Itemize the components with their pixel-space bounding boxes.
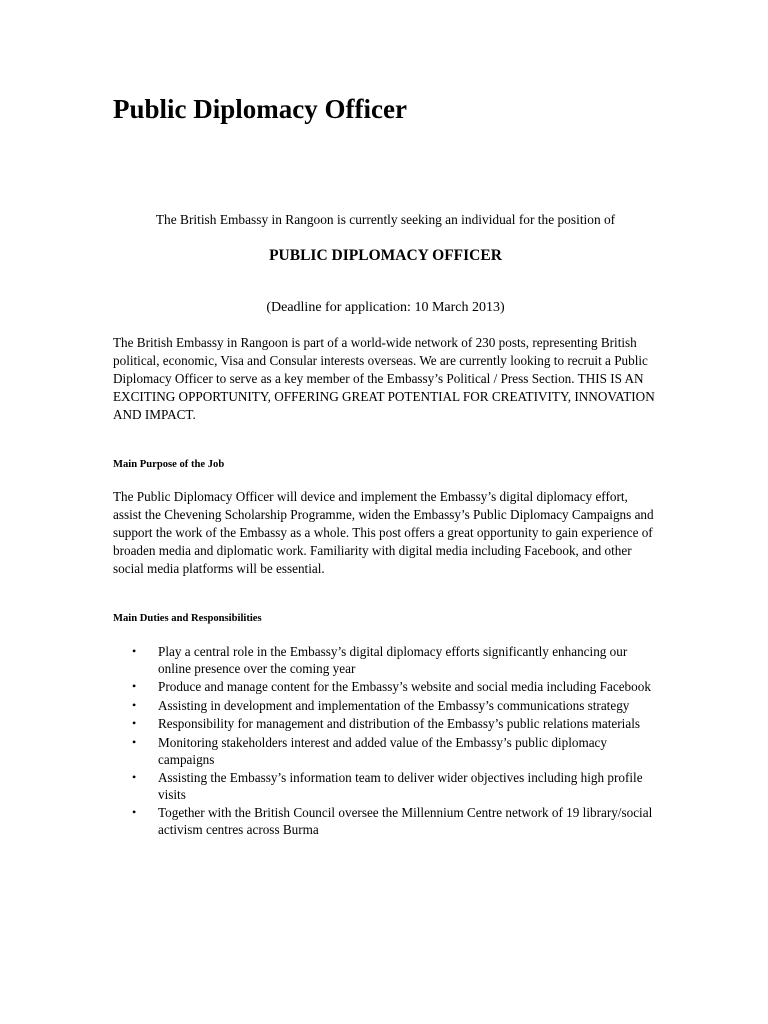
list-item: [113, 769, 658, 803]
bullet-icon: •: [132, 697, 137, 712]
bullet-icon: •: [132, 679, 137, 694]
section-heading-duties: Main Duties and Responsibilities: [113, 613, 262, 624]
deadline-text: (Deadline for application: 10 March 2013): [266, 300, 505, 315]
list-item: [113, 697, 658, 714]
list-item-text: Assisting in development and implementation of the Embassy’s communications strategy: [158, 697, 630, 713]
duties-list: [113, 643, 658, 840]
list-item-text: Responsibility for management and distribution of the Embassy’s public relations materials: [158, 716, 640, 732]
list-item-text: Assisting the Embassy’s information team to deliver wider objectives including high profile visits: [158, 769, 643, 802]
bullet-icon: •: [132, 734, 137, 749]
list-item-text: Monitoring stakeholders interest and added value of the Embassy’s public diplomacy campaigns: [158, 734, 608, 767]
purpose-paragraph: The Public Diplomacy Officer will device and implement the Embassy’s digital diplomacy effort, assist the Chevening Scholarship Programme, widen the Embassy’s Public Diplomacy Campaigns and support the work of the Embassy as a whole. This post offers a great opportunity to gain experience of broaden media and diplomatic work. Familiarity with digital media including Facebook, and other social media platforms will be essential.: [113, 489, 654, 576]
list-item: [113, 804, 658, 838]
list-item-text: Together with the British Council oversee the Millennium Centre network of 19 library/social activism centres across Burma: [158, 805, 653, 838]
bullet-icon: •: [132, 805, 137, 820]
list-item: [113, 678, 658, 695]
bullet-icon: •: [132, 644, 137, 658]
section-heading-purpose: Main Purpose of the Job: [113, 459, 225, 470]
list-item-text: Produce and manage content for the Embassy’s website and social media including Facebook: [158, 679, 651, 695]
bullet-icon: •: [132, 769, 137, 784]
list-item: [113, 715, 658, 732]
position-heading: PUBLIC DIPLOMACY OFFICER: [269, 247, 502, 264]
intro-line: The British Embassy in Rangoon is currently seeking an individual for the position of: [155, 212, 616, 227]
list-item-text: Play a central role in the Embassy’s digital diplomacy efforts significantly enhancing our online presence over the coming year: [158, 644, 628, 676]
list-item: [113, 734, 658, 768]
intro-paragraph: The British Embassy in Rangoon is part of a world-wide network of 230 posts, representing British political, economic, Visa and Consular interests overseas. We are currently looking to recruit a Public Diplomacy Officer to serve as a key member of the Embassy’s Political / Press Section. THIS IS AN EXCITING OPPORTUNITY, OFFERING GREAT POTENTIAL FOR CREATIVITY, INNOVATION AND IMPACT.: [113, 335, 655, 422]
document-title: Public Diplomacy Officer: [113, 94, 407, 124]
list-item: [113, 643, 658, 677]
bullet-icon: •: [132, 716, 137, 731]
